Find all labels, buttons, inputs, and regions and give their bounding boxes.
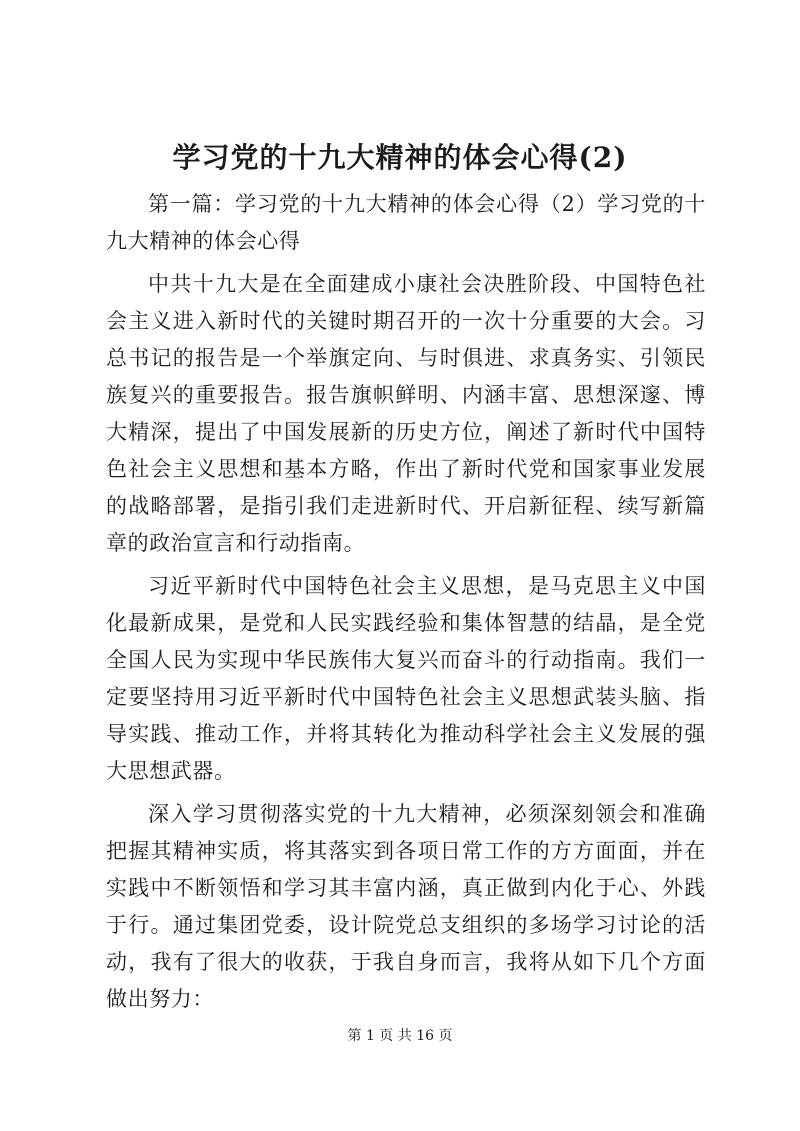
document-title: 学习党的十九大精神的体会心得(2) bbox=[172, 141, 628, 174]
document-body bbox=[106, 186, 706, 1024]
paragraph-1: 第一篇：学习党的十九大精神的体会心得（2）学习党的十九大精神的体会心得 bbox=[106, 192, 706, 253]
paragraph-2: 中共十九大是在全面建成小康社会决胜阶段、中国特色社会主义进入新时代的关键时期召开的一次十分重要的大会。习总书记的报告是一个举旗定向、与时俱进、求真务实、引领民族复兴的重要报告。报告旗帜鲜明、内涵丰富、思想深邃、博大精深，提出了中国发展新的历史方位，阐述了新时代中国特色社会主义思想和基本方略，作出了新时代党和国家事业发展的战略部署，是指引我们走进新时代、开启新征程、续写新篇章的政治宣言和行动指南。 bbox=[106, 272, 706, 555]
paragraph-4: 深入学习贯彻落实党的十九大精神，必须深刻领会和准确把握其精神实质，将其落实到各项日常工作的方方面面，并在实践中不断领悟和学习其丰富内涵，真正做到内化于心、外践于行。通过集团党委，设计院党总支组织的多场学习讨论的活动，我有了很大的收获，于我自身而言，我将从如下几个方面做出努力： bbox=[106, 802, 706, 1011]
page-footer: 第 1 页 共 16 页 bbox=[347, 1028, 453, 1044]
paragraph-3: 习近平新时代中国特色社会主义思想，是马克思主义中国化最新成果，是党和人民实践经验和集体智慧的结晶，是全党全国人民为实现中华民族伟大复兴而奋斗的行动指南。我们一定要坚持用习近平新时代中国特色社会主义思想武装头脑、指导实践、推动工作，并将其转化为推动科学社会主义发展的强大思想武器。 bbox=[106, 574, 706, 783]
